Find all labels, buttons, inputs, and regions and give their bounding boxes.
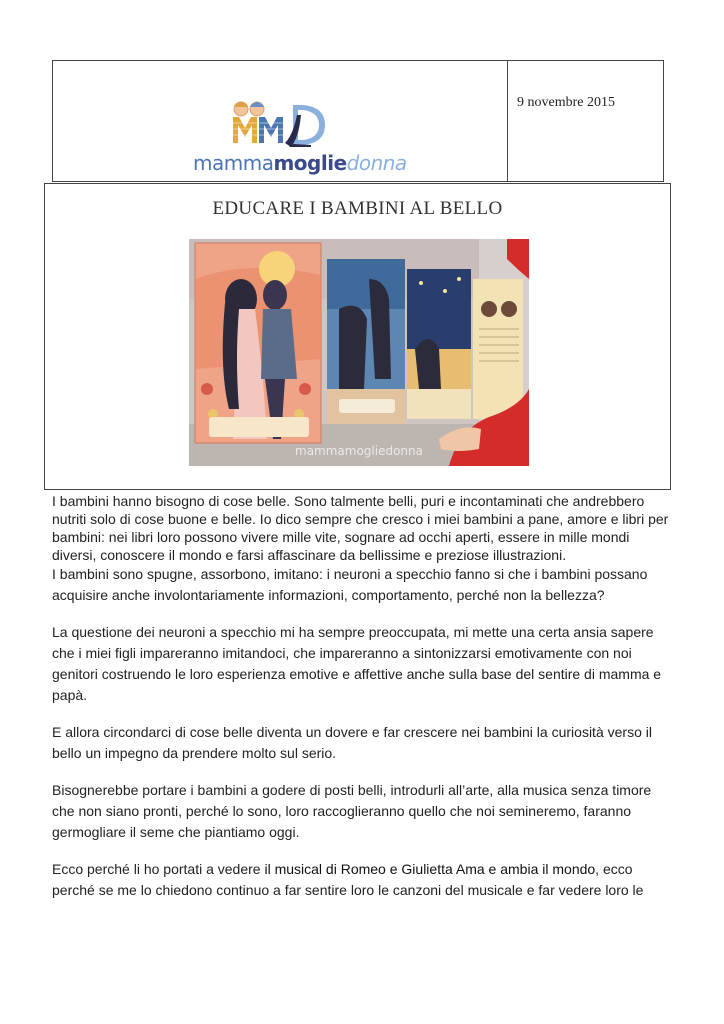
paragraph-4: E allora circondarci di cose belle diventa un dovere e far crescere nei bambini la curiosità verso il bello un impegno da prendere molto sul serio.	[52, 724, 652, 761]
paragraph-2: I bambini sono spugne, assorbono, imitano: i neuroni a specchio fanno si che i bambini possano acquisire anche involontariamente informazioni, comportamento, perché non la bellezza?	[52, 566, 648, 603]
title-box	[44, 183, 671, 490]
spacer	[52, 843, 674, 859]
header-divider	[507, 61, 508, 181]
logo-part-donna: donna	[346, 151, 407, 175]
article-body	[52, 492, 674, 901]
musical-link[interactable]: il musical di Romeo e Giulietta Ama e ambia il mondo	[264, 861, 596, 877]
paragraph-6-after: , ecco perché se me lo chiedono continuo a far sentire loro le canzoni del musicale e far vedere loro le	[52, 861, 644, 898]
post-date: 9 novembre 2015	[517, 95, 615, 110]
illustrated-book-photo	[189, 239, 529, 466]
paragraph-6	[52, 859, 674, 901]
paragraph-5: Bisognerebbe portare i bambini a godere di posti belli, introdurli all’arte, alla musica senza timore che non siano pronti, perché lo sono, loro raccoglieranno quello che noi semineremo, faranno germogliare il seme che piantiamo oggi.	[52, 782, 652, 840]
logo-wordmark	[193, 151, 407, 175]
header-box	[52, 60, 664, 182]
spacer	[52, 706, 674, 722]
site-logo[interactable]	[193, 95, 407, 185]
logo-mmd-icon	[193, 95, 368, 155]
article-photo	[189, 239, 529, 466]
spacer	[52, 606, 674, 622]
photo-watermark: mammamogliedonna	[295, 444, 423, 458]
logo-part-moglie: moglie	[273, 151, 347, 175]
paragraph-1: I bambini hanno bisogno di cose belle. Sono talmente belli, puri e incontaminati che andrebbero nutriti solo di cose buone e belle. Io dico sempre che cresco i miei bambini a pane, amore e libri per bambini: nei libri loro possono vivere mille vite, sognare ad occhi aperti, essere in mille mondi diversi, conoscere il mondo e farsi affascinare da bellissime e preziose illustrazioni.	[52, 493, 669, 563]
paragraph-3: La questione dei neuroni a specchio mi ha sempre preoccupata, mi mette una certa ansia sapere che i miei figli impareranno imitandoci, che impareranno a sintonizzarsi emotivamente con noi genitori costruendo le loro esperienza emotive e affettive anche sulla base del sentire di mamma e papà.	[52, 624, 662, 703]
spacer	[52, 764, 674, 780]
paragraph-6-before: Ecco perché li ho portati a vedere	[52, 861, 265, 877]
logo-part-mamma: mamma	[193, 151, 274, 175]
article-title: EDUCARE I BAMBINI AL BELLO	[212, 198, 503, 219]
